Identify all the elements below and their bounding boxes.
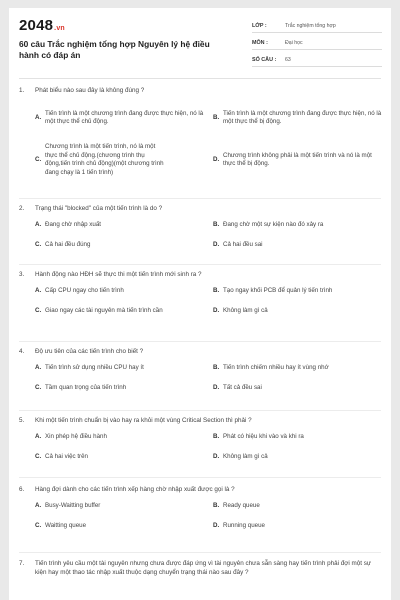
question-number: 4. [19,348,25,355]
option-b[interactable] [213,364,385,373]
option-letter: B. [213,287,220,295]
question-body: Trạng thái "blocked" của một tiến trình là do ? [35,205,163,212]
site-logo[interactable] [19,17,65,34]
option-text: Đang chờ một sự kiện nào đó xảy ra [223,221,324,229]
option-text: Giao ngay các tài nguyên mà tiến trình cần [45,306,163,314]
question-body: Khi một tiến trình chuẩn bị vào hay ra khỏi một vùng Critical Section thì phải ? [35,417,252,424]
option-letter: C. [35,521,42,529]
option-text: Running queue [223,521,265,529]
option-letter: D. [213,452,220,460]
question-text [19,86,381,95]
option-text: Cả hai việc trên [45,452,88,460]
option-c[interactable] [35,453,207,462]
option-letter: C. [35,155,42,163]
question-divider [19,264,381,265]
question-text [19,204,381,213]
option-text: Tạo ngay khối PCB để quản lý tiến trình [223,287,333,295]
question-divider [19,341,381,342]
question-body: Hành động nào HĐH sẽ thực thi một tiến trình mới sinh ra ? [35,271,202,278]
option-d[interactable] [213,384,385,393]
option-letter: C. [35,383,42,391]
question-body: Hàng đợi dành cho các tiến trình xếp hàng chờ nhập xuất được gọi là ? [35,486,235,493]
option-text: Không làm gì cả [223,452,268,460]
question-divider [19,410,381,411]
question-body: Tiến trình yêu cầu một tài nguyên nhưng chưa được đáp ứng vì tài nguyên chưa sẵn sàng hay tiến trình phải đợi một sự kiện hay một thao tác nhập xuất thuộc dạng chuyển trạng thái nào sau đây ? [35,560,372,577]
question-number: 3. [19,271,25,278]
option-text: Chương trình không phải là một tiến trình và nó là một thực thể bị động. [223,151,372,168]
option-c[interactable] [35,137,207,183]
option-a[interactable] [35,103,207,133]
option-d[interactable] [213,241,385,250]
option-text: Busy-Waitting buffer [45,502,101,510]
option-letter: A. [35,221,42,229]
question-divider [19,198,381,199]
option-text: Tiến trình là một chương trình đang được thực hiện, nó là một thực thể chủ động. [45,109,204,126]
header [9,8,391,70]
question-number: 6. [19,486,25,493]
meta-label: MÔN : [252,40,268,46]
meta-row-count [252,50,382,67]
question-number: 7. [19,560,25,567]
question-text [19,485,381,494]
option-text: Xin phép hệ điều hành [45,433,107,441]
option-text: Tiến trình sử dụng nhiều CPU hay ít [45,364,144,372]
option-c[interactable] [35,522,207,531]
option-c[interactable] [35,384,207,393]
option-b[interactable] [213,502,385,511]
meta-info [252,16,382,67]
option-b[interactable] [213,221,385,230]
option-letter: B. [213,364,220,372]
question-body: Phát biểu nào sau đây là không đúng ? [35,87,145,94]
meta-value: Trắc nghiệm tổng hợp [285,23,336,29]
option-letter: C. [35,452,42,460]
question-3 [19,270,381,315]
option-a[interactable] [35,433,207,442]
options [35,103,381,183]
meta-label: LỚP : [252,23,267,29]
page-title: 60 câu Trắc nghiệm tổng hợp Nguyên lý hệ điều hành có đáp án [19,39,210,60]
option-text: Tiến trình là một chương trình đang được thực hiện, nó là một thực thể bị động. [223,109,382,126]
question-divider [19,477,381,478]
option-letter: D. [213,383,220,391]
option-letter: D. [213,521,220,529]
options [35,287,381,315]
document-page [9,8,391,600]
option-a[interactable] [35,502,207,511]
option-a[interactable] [35,287,207,296]
options [35,502,381,530]
option-letter: B. [213,433,220,441]
option-d[interactable] [213,522,385,531]
option-a[interactable] [35,221,207,230]
options [35,433,381,461]
option-c[interactable] [35,307,207,316]
question-text [19,270,381,279]
logo-suffix: .vn [54,25,65,32]
question-5 [19,416,381,461]
question-number: 5. [19,417,25,424]
option-b[interactable] [213,287,385,296]
question-text [19,559,381,577]
question-body: Độ ưu tiên của các tiến trình cho biết ? [35,348,144,355]
option-letter: B. [213,502,220,510]
option-d[interactable] [213,453,385,462]
question-number: 2. [19,205,25,212]
option-letter: C. [35,240,42,248]
option-d[interactable] [213,307,385,316]
question-2 [19,204,381,249]
options [35,221,381,249]
option-letter: A. [35,364,42,372]
meta-value: 63 [285,57,291,63]
option-text: Tất cả đều sai [223,383,262,391]
option-letter: A. [35,287,42,295]
option-b[interactable] [213,103,385,133]
option-letter: C. [35,306,42,314]
options [35,364,381,392]
meta-value: Đại học [285,40,303,46]
option-letter: A. [35,433,42,441]
option-c[interactable] [35,241,207,250]
option-letter: D. [213,240,220,248]
logo-main: 2048 [19,17,54,34]
option-text: Tầm quan trọng của tiến trình [45,383,127,391]
option-text: Phát có hiệu khi vào và khi ra [223,433,304,441]
option-text: Chương trình là một tiến trình, nó là một thực thể chủ động.(chương trình thụ động,tiến trình chủ động)(một chương trình đang chạy là 1 tiến trình) [45,143,164,176]
question-text [19,416,381,425]
option-a[interactable] [35,364,207,373]
meta-row-subject [252,33,382,50]
question-4 [19,347,381,392]
question-7 [19,559,381,577]
option-text: Ready queue [223,502,260,510]
option-text: Waitting queue [45,521,87,529]
question-1 [19,86,381,183]
option-letter: A. [35,502,42,510]
option-text: Không làm gì cả [223,306,268,314]
option-letter: D. [213,306,220,314]
meta-row-class [252,16,382,33]
option-text: Cấp CPU ngay cho tiến trình [45,287,124,295]
option-text: Tiến trình chiếm nhiều hay ít vùng nhớ [223,364,329,372]
option-text: Cả hai đều sai [223,240,263,248]
meta-label: SỐ CÂU : [252,57,277,63]
header-divider [19,78,381,79]
option-letter: A. [35,113,42,121]
question-6 [19,485,381,530]
question-text [19,347,381,356]
question-number: 1. [19,87,25,94]
option-letter: B. [213,113,220,121]
option-letter: B. [213,221,220,229]
option-d[interactable] [213,137,385,183]
question-divider [19,552,381,553]
option-text: Cả hai đều đúng [45,240,91,248]
option-b[interactable] [213,433,385,442]
option-letter: D. [213,155,220,163]
option-text: Đang chờ nhập xuất [45,221,102,229]
